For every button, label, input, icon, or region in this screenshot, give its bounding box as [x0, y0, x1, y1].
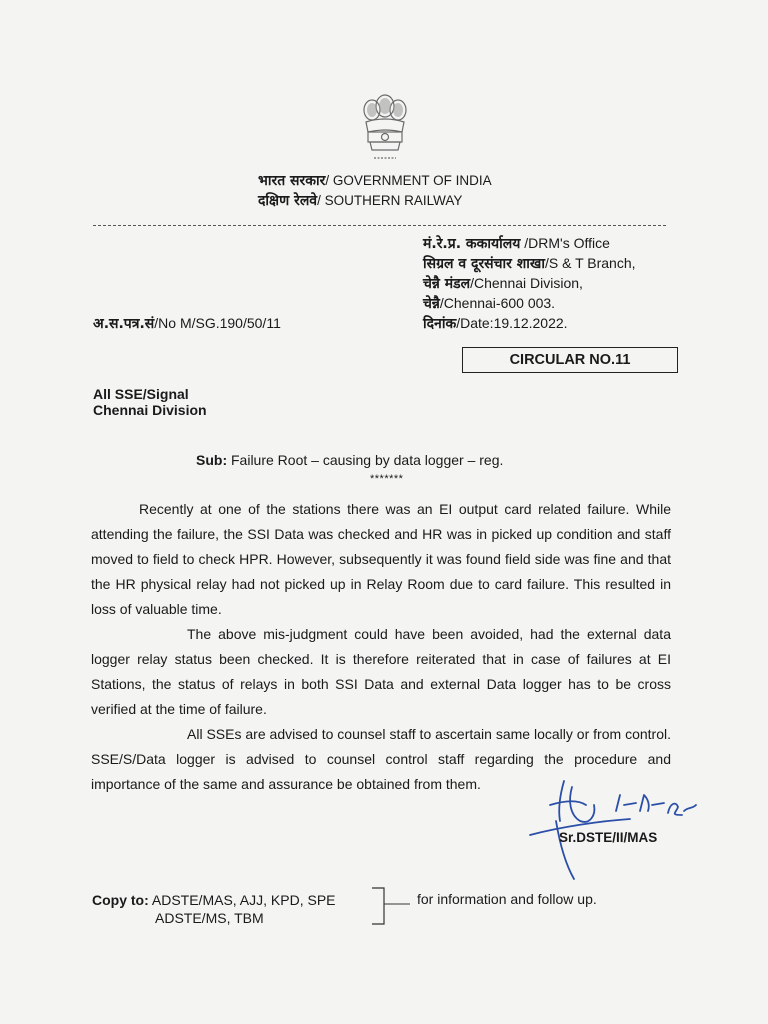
- addressee-line-2: Chennai Division: [93, 402, 207, 418]
- header-railway-english: / SOUTHERN RAILWAY: [317, 193, 463, 208]
- subject-label: Sub:: [196, 452, 228, 468]
- copy-recipients-line-2: ADSTE/MS, TBM: [155, 910, 264, 926]
- header-government-english: / GOVERNMENT OF INDIA: [325, 173, 492, 188]
- national-emblem-icon: [356, 88, 414, 164]
- reference-number: अ.स.पत्र.सं/No M/SG.190/50/11: [93, 315, 281, 332]
- subject-text: Failure Root – causing by data logger – reg.: [227, 452, 504, 468]
- office-line-3: चेन्नै मंडल/Chennai Division,: [423, 275, 583, 292]
- body-paragraph-3: All SSEs are advised to counsel staff to ascertain same locally or from control. SSE/S/Data logger is advised to counsel control staff regarding the procedure and importance of the same and assurance be obtained from them.: [91, 726, 671, 792]
- copy-recipients-line-1: ADSTE/MAS, AJJ, KPD, SPE: [148, 892, 336, 908]
- office-line-2: सिग्रल व दूरसंचार शाखा/S & T Branch,: [423, 255, 636, 272]
- office-address: [423, 234, 636, 334]
- signatory-designation: Sr.DSTE/II/MAS: [559, 830, 658, 845]
- header-government: [258, 171, 492, 190]
- office-date: दिनांक/Date:19.12.2022.: [423, 315, 568, 332]
- body-paragraph-1: Recently at one of the stations there was an EI output card related failure. While attending the failure, the SSI Data was checked and HR was in picked up condition and staff moved to field to check HPR. However, subsequently it was found field side was fine and that the HR physical relay had not picked up in Relay Room due to card failure. This resulted in loss of valuable time.: [91, 501, 671, 617]
- right-bracket-icon: [370, 886, 410, 926]
- header-divider: [93, 225, 666, 226]
- subject-separator: *******: [370, 473, 404, 485]
- copy-to: [92, 891, 336, 910]
- addressee-line-1: All SSE/Signal: [93, 386, 189, 402]
- circular-title: CIRCULAR NO.11: [462, 347, 678, 373]
- body-paragraph-2: The above mis-judgment could have been avoided, had the external data logger relay status been checked. It is therefore reiterated that in case of failures at EI Stations, the status of relays in both SSI Data and external Data logger has to be cross verified at the time of failure.: [91, 626, 671, 717]
- copy-label: Copy to:: [92, 892, 149, 908]
- header-railway-hindi: दक्षिण रेलवे: [258, 193, 318, 209]
- header-railway: [258, 191, 462, 210]
- subject-line: [196, 452, 503, 468]
- office-line-1: मं.रे.प्र. ककार्यालय /DRM's Office: [423, 235, 610, 252]
- addressee: [93, 386, 207, 418]
- copy-note: for information and follow up.: [417, 891, 597, 907]
- header-government-hindi: भारत सरकार: [258, 173, 326, 189]
- office-line-4: चेन्नै/Chennai-600 003.: [423, 295, 556, 312]
